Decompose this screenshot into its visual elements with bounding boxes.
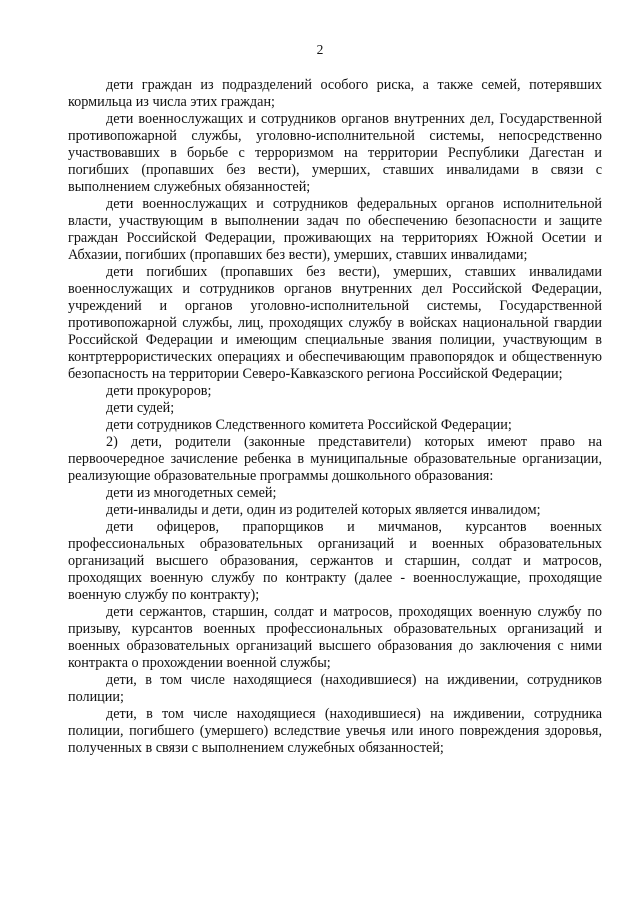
paragraph-conscripts-children: дети сержантов, старшин, солдат и матросов, проходящих военную службу по призыву, курсантов военных профессиональных образовательных организаций и военных образовательных организаций высшего образования до заключения с ними контракта о прохождении военной службы; [68,604,602,671]
page-number: 2 [316,42,324,57]
paragraph-priority-enrollment-heading: 2) дети, родители (законные представители) которых имеют право на первоочередное зачисление ребенка в муниципальные образовательные организации, реализующие образовательные программы дошкольного образования: [68,434,602,484]
paragraph-fallen-police-children: дети, в том числе находящиеся (находившиеся) на иждивении, сотрудника полиции, погибшего (умершего) вследствие увечья или иного повреждения здоровья, полученных в связи с выполнением служебных обязанностей; [68,706,602,756]
paragraph-disabled-children: дети-инвалиды и дети, один из родителей которых является инвалидом; [106,502,541,518]
paragraph-special-risk-children: дети граждан из подразделений особого риска, а также семей, потерявших кормильца из числа этих граждан; [68,77,602,110]
paragraph-dagestan-terrorism-children: дети военнослужащих и сотрудников органов внутренних дел, Государственной противопожарной службы, уголовно-исполнительной системы, непосредственно участвовавших в борьбе с терроризмом на территории Республики Дагестан и погибших (пропавших без вести), умерших, ставших инвалидами в связи с выполнением служебных обязанностей; [68,111,602,195]
paragraph-north-caucasus-children: дети погибших (пропавших без вести), умерших, ставших инвалидами военнослужащих и сотрудников органов внутренних дел Российской Федерации, учреждений и органов уголовно-исполнительной системы, Государственной противопожарной службы, лиц, проходящих службу в войсках национальной гвардии Российской Федерации и имеющим специальные звания полиции, участвующим в контртеррористических операциях и обеспечивающим правопорядок и общественную безопасность на территории Северо-Кавказского региона Российской Федерации; [68,264,602,382]
paragraph-prosecutors-children: дети прокуроров; [106,383,212,399]
paragraph-judges-children: дети судей; [106,400,175,416]
paragraph-investigative-committee-children: дети сотрудников Следственного комитета Российской Федерации; [106,417,512,433]
document-body [68,77,602,757]
paragraph-officers-children: дети офицеров, прапорщиков и мичманов, курсантов военных профессиональных образовательных организаций и военных образовательных организаций высшего образования, сержантов и старшин, солдат и матросов, проходящих военную службу по контракту (далее - военнослужащие, проходящие военную службу по контракту); [68,519,602,603]
paragraph-south-ossetia-abkhazia-children: дети военнослужащих и сотрудников федеральных органов исполнительной власти, участвующим в выполнении задач по обеспечению безопасности и защите граждан Российской Федерации, проживающих на территориях Южной Осетии и Абхазии, погибших (пропавших без вести), умерших, ставших инвалидами; [68,196,602,263]
paragraph-police-children: дети, в том числе находящиеся (находившиеся) на иждивении, сотрудников полиции; [68,672,602,705]
paragraph-large-families-children: дети из многодетных семей; [106,485,277,501]
